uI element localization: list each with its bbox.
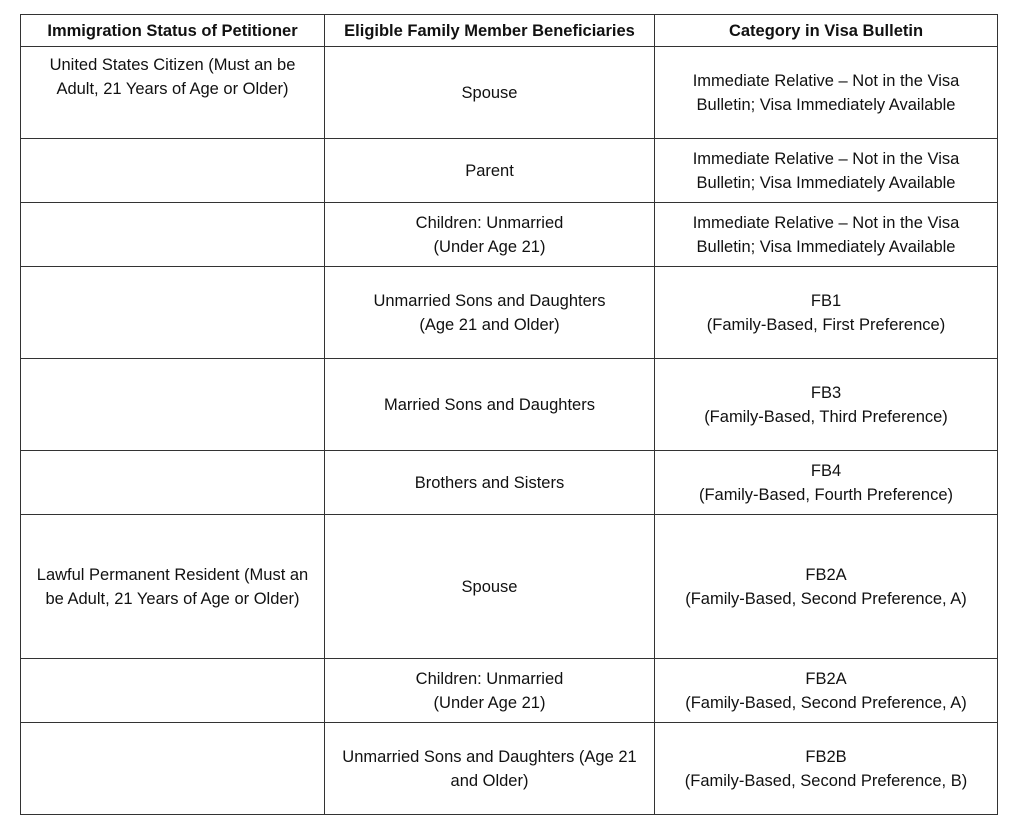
petitioner-status-cell xyxy=(21,723,325,815)
visa-category-cell xyxy=(655,267,998,359)
visa-category-cell xyxy=(655,203,998,267)
table-row xyxy=(21,659,998,723)
beneficiary-cell: Unmarried Sons and Daughters (Age 21 and Older) xyxy=(325,723,655,815)
header-beneficiaries: Eligible Family Member Beneficiaries xyxy=(325,15,655,47)
beneficiary-line: Children: Unmarried xyxy=(415,669,564,688)
visa-category-cell xyxy=(655,47,998,139)
visa-category-line: Bulletin; Visa Immediately Available xyxy=(696,173,956,192)
beneficiary-line: Unmarried Sons and Daughters xyxy=(373,291,606,310)
beneficiary-line: (Under Age 21) xyxy=(433,237,546,256)
visa-category-line: Immediate Relative – Not in the Visa xyxy=(692,71,960,90)
beneficiary-cell xyxy=(325,659,655,723)
table-row xyxy=(21,723,998,815)
petitioner-status-cell xyxy=(21,139,325,203)
petitioner-status-cell xyxy=(21,359,325,451)
beneficiary-cell xyxy=(325,267,655,359)
beneficiary-cell: Married Sons and Daughters xyxy=(325,359,655,451)
visa-category-line: (Family-Based, First Preference) xyxy=(706,315,946,334)
petitioner-status-cell xyxy=(21,451,325,515)
visa-category-line: FB2B xyxy=(805,747,847,766)
visa-category-cell xyxy=(655,451,998,515)
table-row xyxy=(21,47,998,139)
table-row xyxy=(21,203,998,267)
beneficiary-cell: Spouse xyxy=(325,47,655,139)
visa-category-line: FB2A xyxy=(805,565,847,584)
visa-category-cell xyxy=(655,359,998,451)
beneficiary-cell: Brothers and Sisters xyxy=(325,451,655,515)
visa-category-line: Bulletin; Visa Immediately Available xyxy=(696,95,956,114)
visa-category-line: FB1 xyxy=(810,291,842,310)
visa-category-line: FB2A xyxy=(805,669,847,688)
visa-category-line: (Family-Based, Second Preference, A) xyxy=(685,693,967,712)
petitioner-status-cell: Lawful Permanent Resident (Must an be Adult, 21 Years of Age or Older) xyxy=(21,515,325,659)
beneficiary-line: Children: Unmarried xyxy=(415,213,564,232)
petitioner-status-cell: United States Citizen (Must an be Adult, 21 Years of Age or Older) xyxy=(21,47,325,139)
visa-category-line: (Family-Based, Second Preference, B) xyxy=(684,771,968,790)
petitioner-status-cell xyxy=(21,203,325,267)
beneficiary-line: (Under Age 21) xyxy=(433,693,546,712)
header-petitioner-status: Immigration Status of Petitioner xyxy=(21,15,325,47)
visa-category-line: (Family-Based, Third Preference) xyxy=(704,407,948,426)
header-visa-category: Category in Visa Bulletin xyxy=(655,15,998,47)
visa-category-line: FB3 xyxy=(810,383,842,402)
visa-category-line: (Family-Based, Fourth Preference) xyxy=(698,485,953,504)
visa-category-line: FB4 xyxy=(810,461,842,480)
visa-category-table xyxy=(20,14,998,815)
visa-category-line: Immediate Relative – Not in the Visa xyxy=(692,213,960,232)
table-row xyxy=(21,451,998,515)
visa-category-line: (Family-Based, Second Preference, A) xyxy=(685,589,967,608)
visa-category-line: Bulletin; Visa Immediately Available xyxy=(696,237,956,256)
petitioner-status-cell xyxy=(21,267,325,359)
beneficiary-line: (Age 21 and Older) xyxy=(419,315,560,334)
visa-category-cell xyxy=(655,515,998,659)
visa-category-cell xyxy=(655,659,998,723)
table-header-row xyxy=(21,15,998,47)
beneficiary-cell: Parent xyxy=(325,139,655,203)
table-row xyxy=(21,267,998,359)
visa-category-cell xyxy=(655,723,998,815)
table-row xyxy=(21,515,998,659)
visa-category-line: Immediate Relative – Not in the Visa xyxy=(692,149,960,168)
table-row xyxy=(21,359,998,451)
visa-category-cell xyxy=(655,139,998,203)
petitioner-status-cell xyxy=(21,659,325,723)
table-row xyxy=(21,139,998,203)
beneficiary-cell xyxy=(325,203,655,267)
beneficiary-cell: Spouse xyxy=(325,515,655,659)
